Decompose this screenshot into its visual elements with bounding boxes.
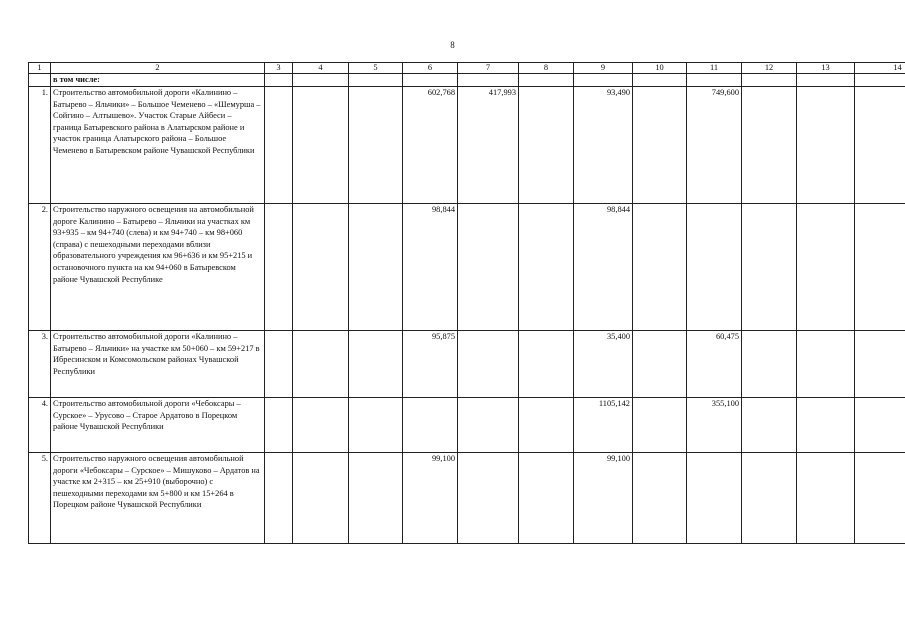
table-row <box>29 453 905 544</box>
cell-col6: 602,768 <box>403 87 458 204</box>
table-cell <box>349 74 403 87</box>
cell-col6: 95,875 <box>403 331 458 398</box>
row-index: 3. <box>29 331 51 398</box>
table-cell <box>519 74 574 87</box>
cell-col8 <box>519 331 574 398</box>
table-cell <box>742 74 797 87</box>
row-index: 5. <box>29 453 51 544</box>
table-cell <box>855 74 905 87</box>
cell-col3 <box>265 398 293 453</box>
cell-col9: 98,844 <box>574 204 633 331</box>
row-description: Строительство автомобильной дороги «Калинино – Батырево – Яльчики» на участке км 50+060 – км 59+217 в Ибресинском и Комсомольском районах Чувашской Республики <box>51 331 265 398</box>
cell-col13 <box>797 87 855 204</box>
header-cell: 11 <box>687 63 742 74</box>
row-index: 2. <box>29 204 51 331</box>
table-header-row <box>29 63 905 74</box>
cell-col8 <box>519 453 574 544</box>
header-cell: 10 <box>633 63 687 74</box>
cell-col10 <box>633 331 687 398</box>
row-description: Строительство автомобильной дороги «Чебоксары – Сурское» – Урусово – Старое Ардатово в Порецком районе Чувашской Республики <box>51 398 265 453</box>
cell-col4 <box>293 204 349 331</box>
table-cell <box>458 74 519 87</box>
subheader-row <box>29 74 905 87</box>
header-cell: 14 <box>855 63 905 74</box>
cell-col12 <box>742 87 797 204</box>
cell-col6: 99,100 <box>403 453 458 544</box>
table-row <box>29 87 905 204</box>
page-number: 8 <box>450 40 455 50</box>
cell-col6 <box>403 398 458 453</box>
header-cell: 1 <box>29 63 51 74</box>
cell-col8 <box>519 398 574 453</box>
cell-col9: 93,490 <box>574 87 633 204</box>
table-row <box>29 204 905 331</box>
table-cell <box>293 74 349 87</box>
cell-col11: 749,600 <box>687 87 742 204</box>
table-cell <box>265 74 293 87</box>
table-row <box>29 398 905 453</box>
cell-col5 <box>349 331 403 398</box>
cell-col5 <box>349 204 403 331</box>
header-cell: 7 <box>458 63 519 74</box>
table-cell <box>574 74 633 87</box>
cell-col3 <box>265 204 293 331</box>
table-cell <box>29 74 51 87</box>
cell-col14 <box>855 87 905 204</box>
header-cell: 13 <box>797 63 855 74</box>
header-cell: 3 <box>265 63 293 74</box>
header-cell: 6 <box>403 63 458 74</box>
cell-col7 <box>458 453 519 544</box>
cell-col9: 1105,142 <box>574 398 633 453</box>
cell-col11: 60,475 <box>687 331 742 398</box>
cell-col6: 98,844 <box>403 204 458 331</box>
cell-col11: 355,100 <box>687 398 742 453</box>
cell-col10 <box>633 398 687 453</box>
cell-col13 <box>797 398 855 453</box>
table-cell <box>403 74 458 87</box>
table-cell <box>633 74 687 87</box>
cell-col8 <box>519 204 574 331</box>
header-cell: 12 <box>742 63 797 74</box>
cell-col7 <box>458 204 519 331</box>
cell-col12 <box>742 331 797 398</box>
header-cell: 8 <box>519 63 574 74</box>
cell-col3 <box>265 331 293 398</box>
row-description: Строительство автомобильной дороги «Калинино – Батырево – Яльчики» – Большое Чеменево – «Шемурша – Сойгино – Алтышево». Участок Старые Айбеси – граница Батыревского района в Алатырском районе и участок граница Алатырского района – Большое Чеменево в Батыревском районе Чувашской Республики <box>51 87 265 204</box>
subheader-label: в том числе: <box>51 74 265 87</box>
cell-col13 <box>797 331 855 398</box>
table-cell <box>797 74 855 87</box>
table-row <box>29 331 905 398</box>
row-description: Строительство наружного освещения автомобильной дороги «Чебоксары – Сурское» – Мишуково – Ардатов на участке км 2+315 – км 25+910 (выборочно) с пешеходными переходами км 5+800 и км 15+264 в Порецком районе Чувашской Республики <box>51 453 265 544</box>
header-cell: 4 <box>293 63 349 74</box>
cell-col13 <box>797 204 855 331</box>
cell-col7: 417,993 <box>458 87 519 204</box>
cell-col5 <box>349 398 403 453</box>
cell-col5 <box>349 453 403 544</box>
cell-col14 <box>855 204 905 331</box>
cell-col4 <box>293 453 349 544</box>
cell-col10 <box>633 204 687 331</box>
row-index: 4. <box>29 398 51 453</box>
cell-col9: 99,100 <box>574 453 633 544</box>
cell-col10 <box>633 453 687 544</box>
cell-col4 <box>293 331 349 398</box>
header-cell: 9 <box>574 63 633 74</box>
cell-col11 <box>687 453 742 544</box>
program-table <box>28 62 905 544</box>
cell-col7 <box>458 398 519 453</box>
cell-col14 <box>855 331 905 398</box>
table-cell <box>687 74 742 87</box>
cell-col12 <box>742 204 797 331</box>
cell-col10 <box>633 87 687 204</box>
cell-col9: 35,400 <box>574 331 633 398</box>
cell-col11 <box>687 204 742 331</box>
row-description: Строительство наружного освещения на автомобильной дороге Калинино – Батырево – Яльчики на участках км 93+935 – км 94+740 (слева) и км 94+740 – км 98+060 (справа) с пешеходными переходами вблизи образовательного учреждения км 96+636 и км 95+215 и остановочного пункта на км 94+060 в Батыревском районе Чувашской Республике <box>51 204 265 331</box>
cell-col4 <box>293 87 349 204</box>
cell-col12 <box>742 453 797 544</box>
header-cell: 5 <box>349 63 403 74</box>
cell-col3 <box>265 453 293 544</box>
cell-col12 <box>742 398 797 453</box>
cell-col5 <box>349 87 403 204</box>
cell-col13 <box>797 453 855 544</box>
cell-col4 <box>293 398 349 453</box>
cell-col14 <box>855 398 905 453</box>
cell-col7 <box>458 331 519 398</box>
header-cell: 2 <box>51 63 265 74</box>
cell-col3 <box>265 87 293 204</box>
cell-col8 <box>519 87 574 204</box>
cell-col14 <box>855 453 905 544</box>
row-index: 1. <box>29 87 51 204</box>
